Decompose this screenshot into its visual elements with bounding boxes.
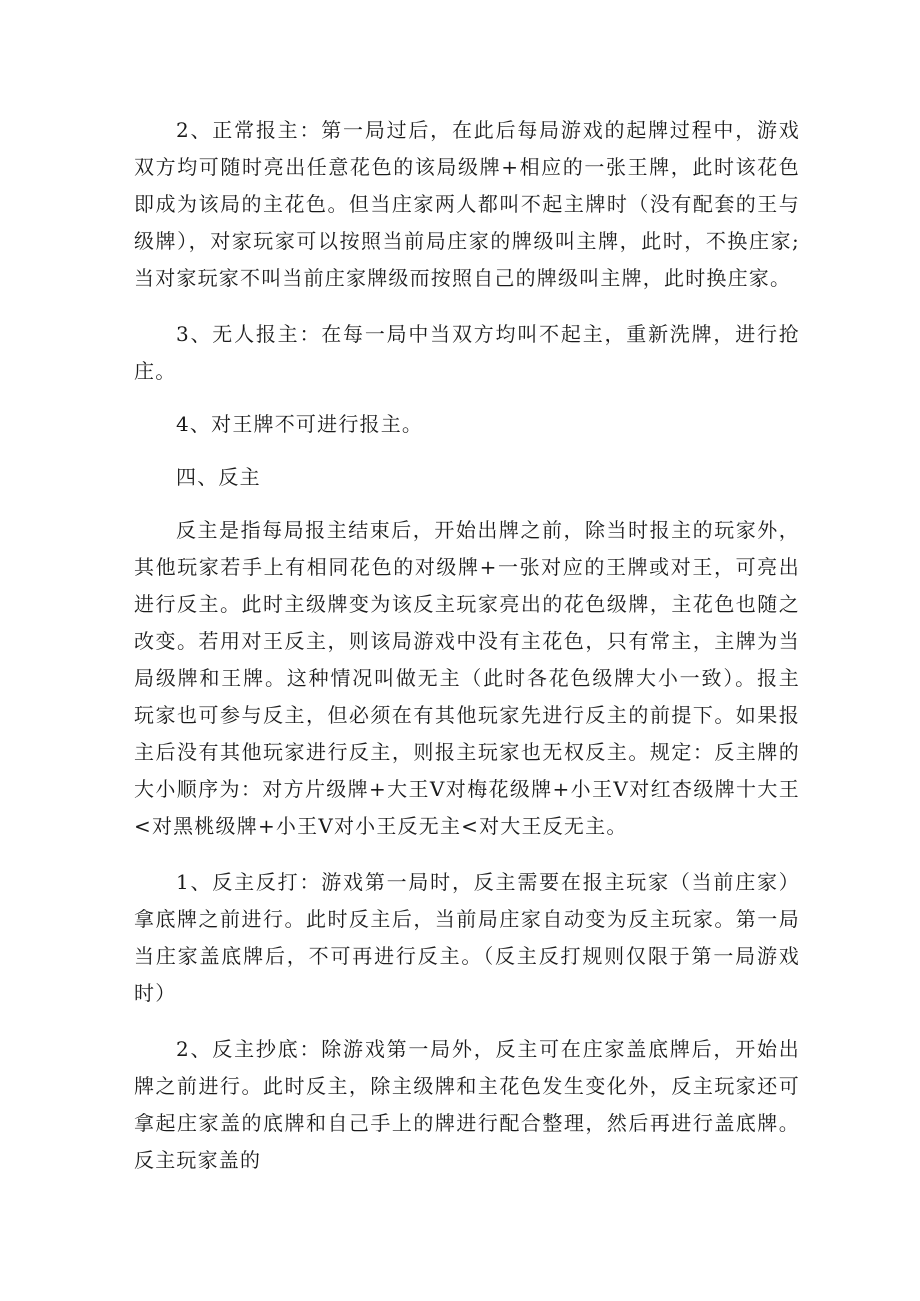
paragraph-counter-definition: 反主是指每局报主结束后，开始出牌之前，除当时报主的玩家外，其他玩家若手上有相同花色的对级牌+一张对应的王牌或对王，可亮出进行反主。此时主级牌变为该反主玩家亮出的花色级牌，主花色也随之改变。若用对王反主，则该局游戏中没有主花色，只有常主，主牌为当局级牌和王牌。这种情况叫做无主（此时各花色级牌大小一致）。报主玩家也可参与反主，但必须在有其他玩家先进行反主的前提下。如果报主后没有其他玩家进行反主，则报主玩家也无权反主。规定：反主牌的大小顺序为：对方片级牌+大王V对梅花级牌+小王V对红杏级牌十大王<对黑桃级牌+小王V对小王反无主<对大王反无主。	[134, 518, 800, 838]
paragraph-counter-bottom: 2、反主抄底：除游戏第一局外，反主可在庄家盖底牌后，开始出牌之前进行。此时反主，除主级牌和主花色发生变化外，反主玩家还可拿起庄家盖的底牌和自己手上的牌进行配合整理，然后再进行盖底牌。反主玩家盖的	[134, 1037, 800, 1172]
section-heading-counter: 四、反主	[176, 465, 261, 489]
paragraph-counter-reverse: 1、反主反打：游戏第一局时，反主需要在报主玩家（当前庄家）拿底牌之前进行。此时反主后，当前局庄家自动变为反主玩家。第一局当庄家盖底牌后，不可再进行反主。（反主反打规则仅限于第一局游戏时）	[134, 870, 800, 1005]
paragraph-king-rule: 4、对王牌不可进行报主。	[176, 412, 424, 436]
document-body	[134, 112, 800, 1179]
paragraph-normal-report: 2、正常报主：第一局过后，在此后每局游戏的起牌过程中，游戏双方均可随时亮出任意花色的该局级牌+相应的一张王牌，此时该花色即成为该局的主花色。但当庄家两人都叫不起主牌时（没有配套的王与级牌），对家玩家可以按照当前局庄家的牌级叫主牌，此时，不换庄家;当对家玩家不叫当前庄家牌级而按照自己的牌级叫主牌，此时换庄家。	[134, 118, 800, 290]
paragraph-no-report: 3、无人报主：在每一局中当双方均叫不起主，重新洗牌，进行抢庄。	[134, 322, 800, 383]
